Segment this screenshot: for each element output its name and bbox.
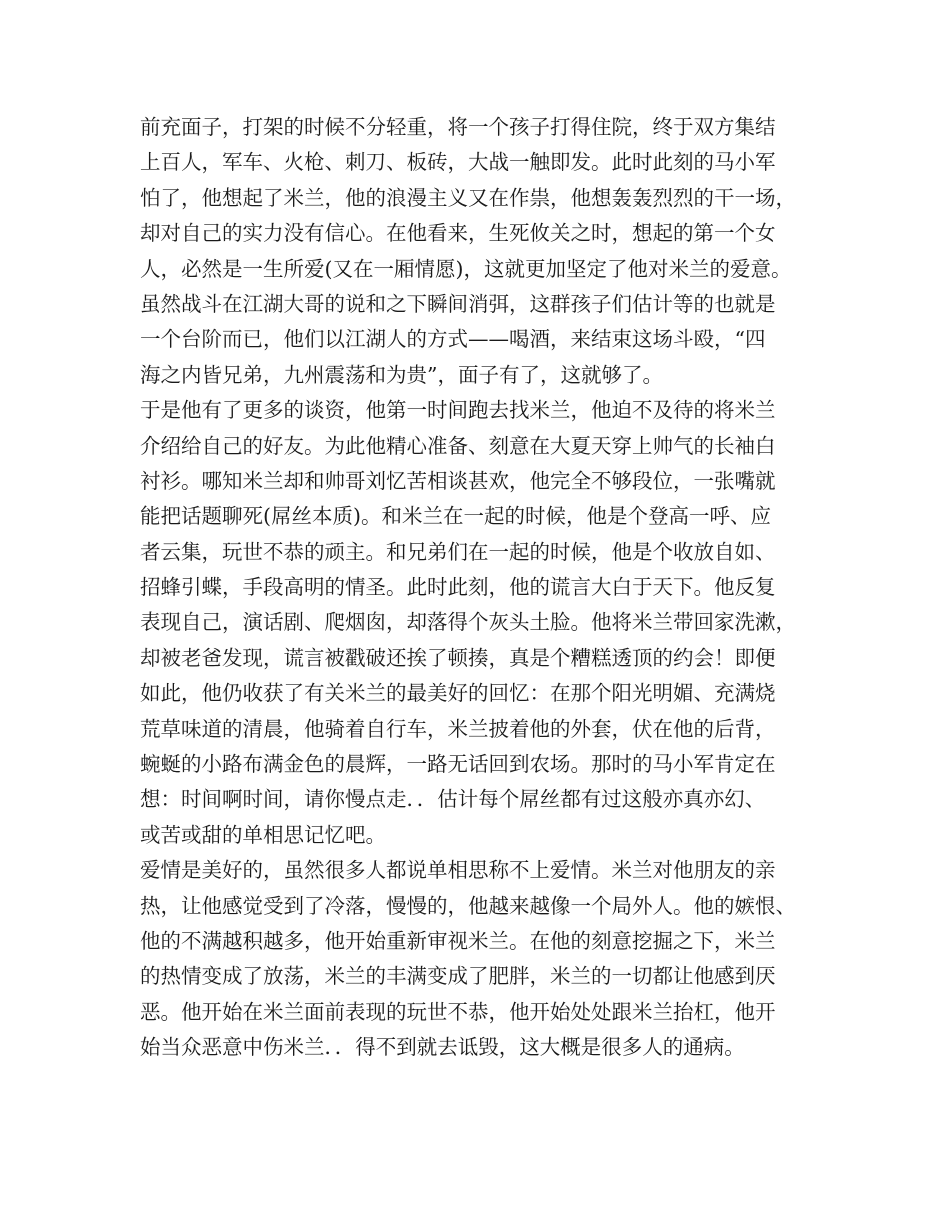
text-line: 介绍给自己的好友。为此他精心准备、刻意在大夏天穿上帅气的长袖白 bbox=[140, 433, 776, 458]
text-line: 虽然战斗在江湖大哥的说和之下瞬间消弭，这群孩子们估计等的也就是 bbox=[140, 291, 776, 316]
text-line: 他的不满越积越多，他开始重新审视米兰。在他的刻意挖掘之下，米兰 bbox=[140, 928, 776, 953]
text-line: 怕了，他想起了米兰，他的浪漫主义又在作祟，他想轰轰烈烈的干一场， bbox=[140, 185, 796, 210]
text-line: 于是他有了更多的谈资，他第一时间跑去找米兰，他迫不及待的将米兰 bbox=[140, 398, 776, 423]
text-line: 却被老爸发现，谎言被戳破还挨了顿揍，真是个糟糕透顶的约会！即便 bbox=[140, 645, 776, 670]
text-line: 表现自己，演话剧、爬烟囱，却落得个灰头土脸。他将米兰带回家洗漱， bbox=[140, 610, 796, 635]
text-line: 却对自己的实力没有信心。在他看来，生死攸关之时，想起的第一个女 bbox=[140, 221, 776, 246]
body-text bbox=[140, 110, 840, 1066]
text-line: 如此，他仍收获了有关米兰的最美好的回忆：在那个阳光明媚、充满烧 bbox=[140, 681, 776, 706]
text-line: 招蜂引蝶，手段高明的情圣。此时此刻，他的谎言大白于天下。他反复 bbox=[140, 575, 776, 600]
text-line: 恶。他开始在米兰面前表现的玩世不恭，他开始处处跟米兰抬杠，他开 bbox=[140, 999, 776, 1024]
text-line: 一个台阶而已，他们以江湖人的方式——喝酒，来结束这场斗殴，“四 bbox=[140, 327, 766, 352]
text-line: 能把话题聊死(屌丝本质)。和米兰在一起的时候，他是个登高一呼、应 bbox=[140, 504, 771, 529]
text-line: 者云集，玩世不恭的顽主。和兄弟们在一起的时候，他是个收放自如、 bbox=[140, 539, 776, 564]
text-line: 或苦或甜的单相思记忆吧。 bbox=[140, 822, 386, 847]
text-line: 海之内皆兄弟，九州震荡和为贵”，面子有了，这就够了。 bbox=[140, 362, 663, 387]
text-line: 上百人，军车、火枪、刺刀、板砖，大战一触即发。此时此刻的马小军 bbox=[140, 150, 776, 175]
text-line: 蜿蜒的小路布满金色的晨辉，一路无话回到农场。那时的马小军肯定在 bbox=[140, 752, 776, 777]
text-line: 人，必然是一生所爱(又在一厢情愿)，这就更加坚定了他对米兰的爱意。 bbox=[140, 256, 792, 281]
text-line: 的热情变成了放荡，米兰的丰满变成了肥胖，米兰的一切都让他感到厌 bbox=[140, 964, 776, 989]
text-line: 荒草味道的清晨，他骑着自行车，米兰披着他的外套，伏在他的后背， bbox=[140, 716, 776, 741]
text-line: 始当众恶意中伤米兰．．得不到就去诋毁，这大概是很多人的通病。 bbox=[140, 1035, 745, 1060]
text-line: 爱情是美好的，虽然很多人都说单相思称不上爱情。米兰对他朋友的亲 bbox=[140, 858, 776, 883]
text-line: 热，让他感觉受到了冷落，慢慢的，他越来越像一个局外人。他的嫉恨、 bbox=[140, 893, 796, 918]
text-line: 想：时间啊时间，请你慢点走．．估计每个屌丝都有过这般亦真亦幻、 bbox=[140, 787, 766, 812]
text-line: 前充面子，打架的时候不分轻重，将一个孩子打得住院，终于双方集结 bbox=[140, 115, 776, 139]
text-line: 衬衫。哪知米兰却和帅哥刘忆苦相谈甚欢，他完全不够段位，一张嘴就 bbox=[140, 468, 776, 493]
